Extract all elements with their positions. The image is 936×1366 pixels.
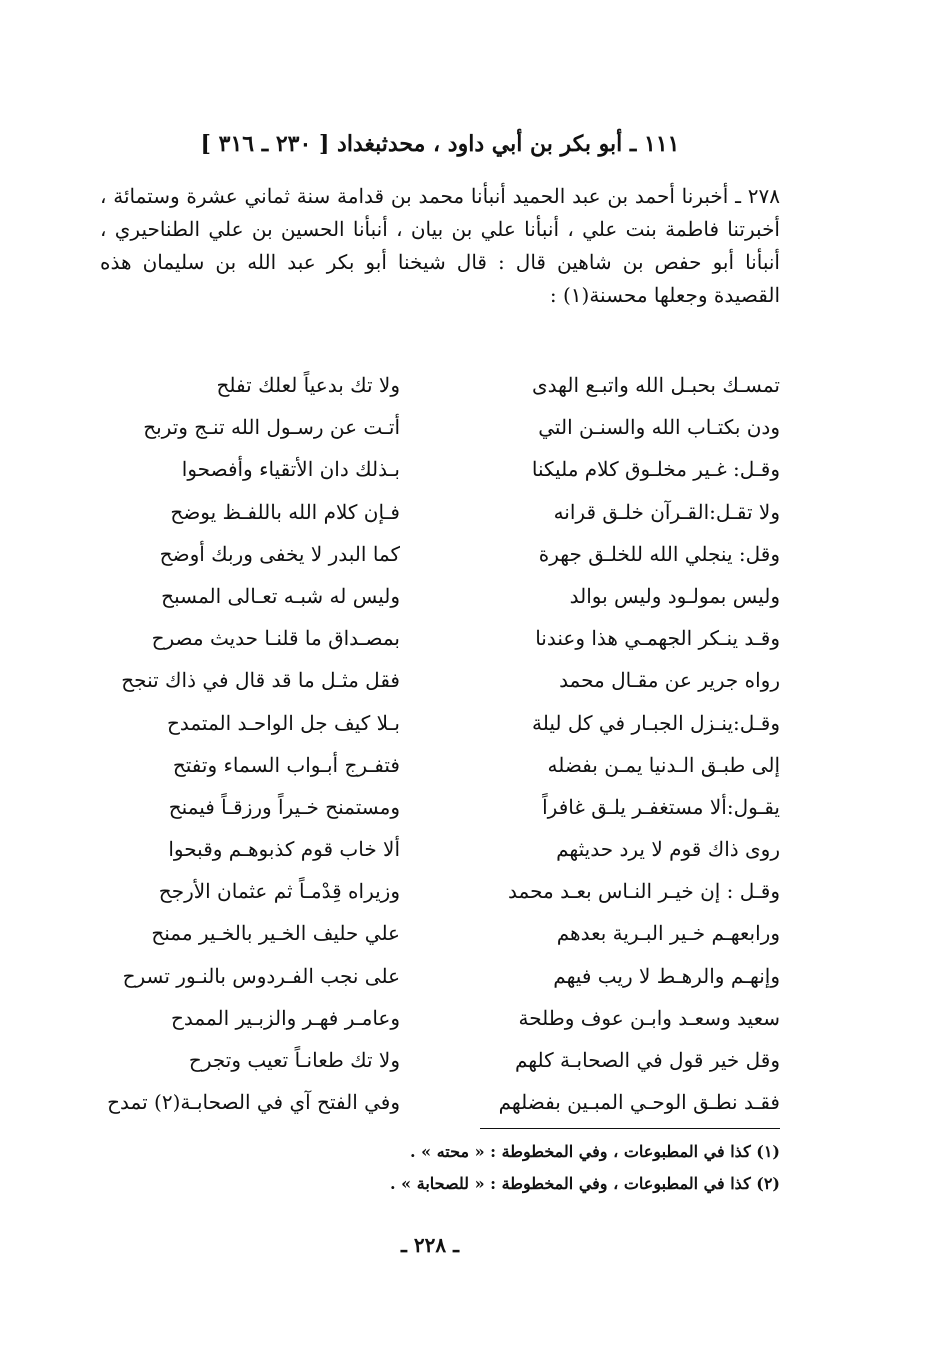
verse-second-hemistich: وفي الفتح آي في الصحابـة(٢) تمدح [107,1090,400,1115]
verse-first-hemistich: إلى طبـق الـدنيا يمـن بفضله [547,752,780,777]
verse-second-hemistich: وعامـر فهـر والزبـير الممدح [170,1005,400,1030]
intro-text: ٢٧٨ ـ أخبرنا أحمد بن عبد الحميد أنبأنا محمد بن قدامة سنة ثماني عشرة وستمائة ، أخبرتنا فاطمة بنت علي ، أنبأنا علي بن بيان ، أنبأنا الحسين بن علي الطناحيري ، أنبأنا أبو حفص بن شاهين قال : قال شيخنا أبو بكر عبد الله بن سليمان هذه القصيدة وجعلها محسنة(١) : [100,184,780,307]
verse-row [100,955,780,997]
verse-first-hemistich: وقـد ينـكر الجهمـي هذا وعندنا [535,626,780,651]
verse-row [100,617,780,659]
verse-row [100,575,780,617]
verse-row [100,1039,780,1081]
footnote-divider [480,1128,780,1129]
verse-second-hemistich: فتفـرج أبـواب السماء وتفتح [172,752,400,777]
verse-second-hemistich: ولا تك طعانـاً تعيب وتجرح [188,1048,400,1072]
verse-first-hemistich: ودن بكتـاب الله والسنـن التي [538,415,780,440]
verse-row [100,744,780,786]
verse-first-hemistich: وقـل: غـير مخلـوق كلام مليكنا [531,457,780,482]
verse-row [100,912,780,954]
verse-row [100,997,780,1039]
verse-first-hemistich: ولا تقـل:القـرآن خلـق قرانه [553,499,780,524]
verse-row [100,448,780,490]
verse-second-hemistich: بـلا كيف جل الواحـد المتمدح [166,710,400,735]
verse-second-hemistich: علي حليف الخـير بالخـير ممنح [151,921,400,946]
verse-second-hemistich: كما البدر لا يخفى وربك أوضح [159,541,400,566]
verse-row [100,1081,780,1123]
verse-first-hemistich: سعيد وسعـد وابـن عوف وطلحة [518,1005,780,1030]
footnote-2: (٢) كذا في المطبوعات ، وفي المخطوطة : « للصحابة » . [390,1174,780,1193]
verse-second-hemistich: وزيراه قِدْمـاً ثم عثمان الأرجح [158,879,400,904]
verse-row [100,659,780,701]
verse-second-hemistich: على نجب الفـردوس بالنـور تسرح [122,963,400,988]
verse-second-hemistich: فقل مثـل ما قد قال في ذاك تنجح [121,668,400,693]
verse-row [100,364,780,406]
verse-first-hemistich: وقـل : إن خيـر النـاس بعـد محمد [508,879,780,904]
verse-second-hemistich: ومستمنح خـيراً ورزقـاً فيمنح [168,794,400,819]
chapter-title: ١١١ ـ أبو بكر بن أبي داود ، محدثبغداد [ ٢٣٠ ـ ٣١٦ ] [200,131,680,157]
verse-row [100,828,780,870]
verse-row [100,870,780,912]
page-number: ـ ٢٢٨ ـ [401,1233,459,1257]
verse-first-hemistich: رواه جرير عن مقـال محمد [559,668,780,693]
verse-row [100,533,780,575]
verse-first-hemistich: فقـد نطـق الوحـي المبـين بفضلهم [498,1090,780,1115]
verse-first-hemistich: يقـول:ألا مستغفـر يلـق غافراً [542,794,780,819]
verse-first-hemistich: وقل: ينجلي الله للخلـق جهرة [538,541,780,566]
verse-first-hemistich: تمسـك بحبـل الله واتبـع الهدى [532,373,780,397]
verse-second-hemistich: بـذلك دان الأتقياء وأفصحوا [181,457,400,482]
verse-first-hemistich: ورابعهـم خـير البـرية بعدهم [556,921,780,946]
verse-second-hemistich: بمصـداق ما قلنـا حديث مصرح [151,626,400,651]
verse-second-hemistich: وليس له شبـه تعـالى المسبح [161,583,400,608]
verse-second-hemistich: ألا خاب قوم كذبوهـم وقبحوا [168,837,400,862]
intro-paragraph [100,180,780,312]
footnote-1: (١) كذا في المطبوعات ، وفي المخطوطة : « محته » . [410,1142,780,1161]
verse-second-hemistich: فـإن كلام الله باللفـظ يوضح [170,499,400,524]
poem [100,364,780,1124]
verse-row [100,491,780,533]
verse-second-hemistich: ولا تك بدعياً لعلك تفلح [216,373,400,397]
verse-row [100,702,780,744]
verse-first-hemistich: وإنهـم والرهـط لا ريب فيهم [553,963,780,988]
footnotes [100,1136,780,1200]
verse-row [100,406,780,448]
verse-first-hemistich: وقـل:ينـزل الجبـار في كل ليلة [532,710,780,735]
verse-second-hemistich: أتـت عن رسـول الله تنـج وتربح [143,415,400,440]
verse-row [100,786,780,828]
verse-first-hemistich: وليس بمولـود وليس بوالد [569,583,780,608]
verse-first-hemistich: روى ذاك قوم لا يرد حديثهم [556,837,780,862]
verse-first-hemistich: وقل خير قول في الصحابـة كلهم [514,1048,780,1072]
